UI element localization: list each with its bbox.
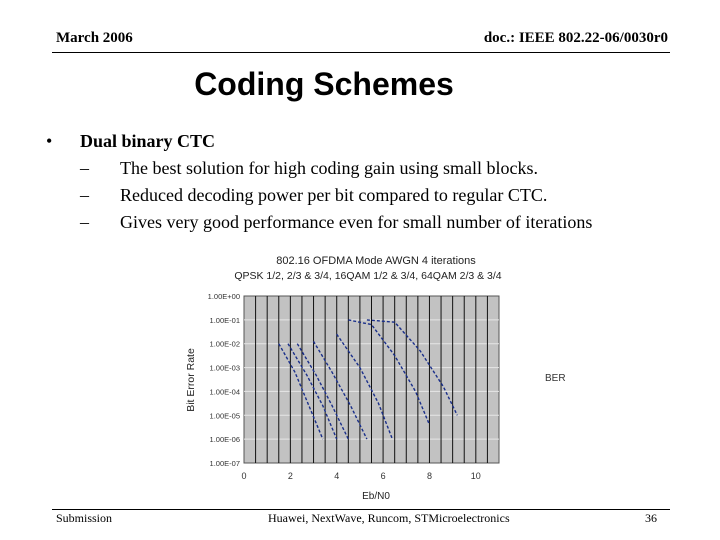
x-tick-label: 4 bbox=[334, 471, 340, 481]
x-tick-label: 8 bbox=[426, 471, 432, 481]
y-tick-label: 1.00E-05 bbox=[209, 411, 240, 421]
y-tick-label: 1.00E+00 bbox=[207, 292, 240, 301]
sub-bullet-dash: – bbox=[80, 212, 89, 232]
header-doc-id: doc.: IEEE 802.22-06/0030r0 bbox=[483, 30, 668, 46]
chart-subtitle: QPSK 1/2, 2/3 & 3/4, 16QAM 1/2 & 3/4, 64QAM 2/3 & 3/4 bbox=[234, 270, 502, 282]
page-number: 36 bbox=[645, 511, 657, 525]
y-tick-labels bbox=[208, 292, 240, 468]
x-tick-label: 6 bbox=[380, 471, 386, 481]
x-tick-label: 10 bbox=[470, 471, 481, 481]
sub-bullet-dash: – bbox=[80, 185, 89, 205]
footer-submission: Submission bbox=[56, 511, 113, 525]
x-tick-labels bbox=[241, 471, 480, 481]
sub-bullet-2-text: Reduced decoding power per bit compared to regular CTC. bbox=[120, 185, 548, 205]
y-tick-label: 1.00E-02 bbox=[209, 339, 240, 349]
slide-title: Coding Schemes bbox=[194, 66, 454, 102]
sub-bullet-1-text: The best solution for high coding gain using small blocks. bbox=[120, 158, 538, 178]
x-axis-label: Eb/N0 bbox=[362, 491, 390, 502]
y-tick-label: 1.00E-03 bbox=[209, 363, 240, 373]
footer-authors: Huawei, NextWave, Runcom, STMicroelectronics bbox=[268, 511, 510, 525]
y-tick-label: 1.00E-06 bbox=[209, 435, 240, 445]
bullet-marker: • bbox=[46, 131, 53, 151]
y-axis-label: Bit Error Rate bbox=[185, 348, 197, 412]
x-tick-label: 2 bbox=[287, 471, 293, 481]
chart-title: 802.16 OFDMA Mode AWGN 4 iterations bbox=[276, 255, 476, 267]
y-tick-label: 1.00E-01 bbox=[209, 315, 240, 325]
bullet-main-text: Dual binary CTC bbox=[80, 131, 216, 151]
sub-bullet-dash: – bbox=[80, 158, 89, 178]
y-tick-label: 1.00E-04 bbox=[209, 387, 240, 397]
legend-label: BER bbox=[545, 373, 566, 384]
header-date: March 2006 bbox=[56, 30, 133, 46]
x-tick-label: 0 bbox=[241, 471, 247, 481]
footer-rule bbox=[52, 509, 670, 510]
y-tick-label: 1.00E-07 bbox=[209, 459, 240, 468]
sub-bullet-3-text: Gives very good performance even for small number of iterations bbox=[120, 212, 593, 232]
